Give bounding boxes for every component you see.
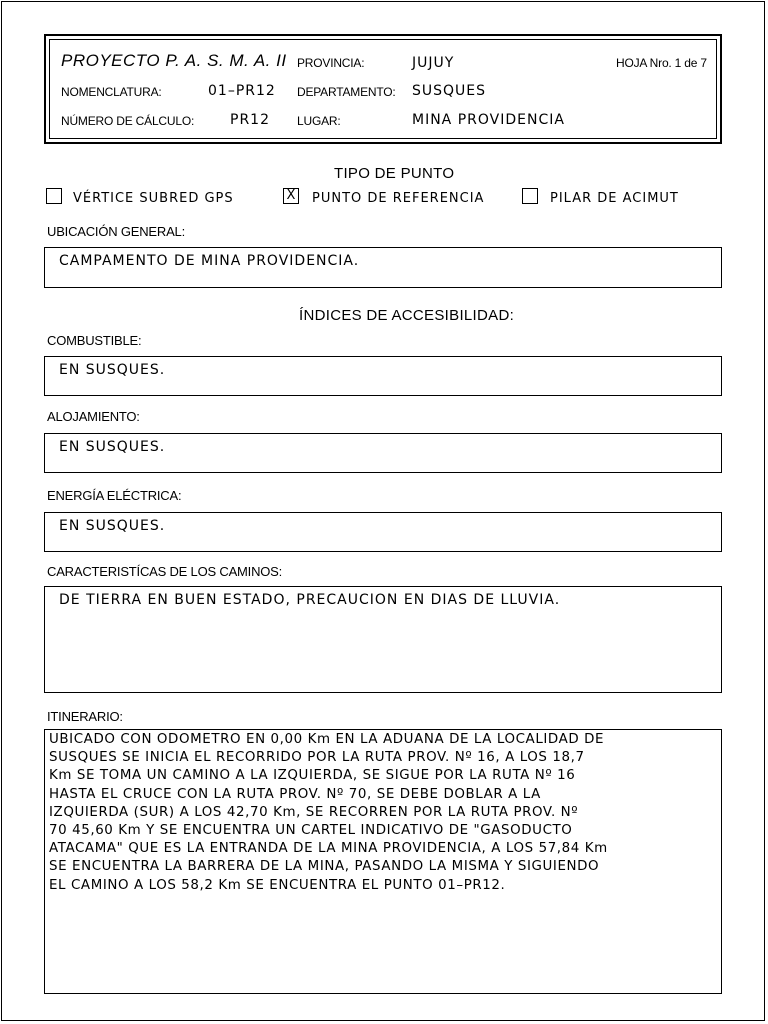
itinerario-line: Km SE TOMA UN CAMINO A LA IZQUIERDA, SE SIGUE POR LA RUTA Nº 16 xyxy=(49,768,576,784)
indices-title: ÍNDICES DE ACCESIBILIDAD: xyxy=(299,307,515,324)
alojamiento-value: EN SUSQUES. xyxy=(59,439,166,455)
itinerario-line: SE ENCUENTRA LA BARRERA DE LA MINA, PASANDO LA MISMA Y SIGUIENDO xyxy=(49,859,600,875)
caminos-value: DE TIERRA EN BUEN ESTADO, PRECAUCION EN DIAS DE LLUVIA. xyxy=(59,592,561,608)
calculo-value: PR12 xyxy=(230,112,270,128)
sheet-number: HOJA Nro. 1 de 7 xyxy=(616,56,707,70)
checkbox-vertice[interactable] xyxy=(46,188,62,204)
caminos-box xyxy=(44,586,722,693)
itinerario-line: SUSQUES SE INICIA EL RECORRIDO POR LA RUTA PROV. Nº 16, A LOS 18,7 xyxy=(49,750,585,766)
nomenclatura-label: NOMENCLATURA: xyxy=(61,85,162,99)
project-title: PROYECTO P. A. S. M. A. II xyxy=(61,51,287,70)
calculo-label: NÚMERO DE CÁLCULO: xyxy=(61,114,195,128)
itinerario-line: 70 45,60 Km Y SE ENCUENTRA UN CARTEL INDICATIVO DE "GASODUCTO xyxy=(49,823,573,839)
checkbox-vertice-label: VÉRTICE SUBRED GPS xyxy=(73,191,234,206)
combustible-box xyxy=(44,356,722,396)
checkbox-punto-referencia-label: PUNTO DE REFERENCIA xyxy=(312,191,485,206)
checkbox-pilar-acimut[interactable] xyxy=(522,188,538,204)
departamento-value: SUSQUES xyxy=(412,83,487,99)
itinerario-line: EL CAMINO A LOS 58,2 Km SE ENCUENTRA EL PUNTO 01–PR12. xyxy=(49,877,506,893)
alojamiento-box xyxy=(44,433,722,473)
provincia-value: JUJUY xyxy=(412,55,455,71)
energia-value: EN SUSQUES. xyxy=(59,518,166,534)
departamento-label: DEPARTAMENTO: xyxy=(297,85,396,99)
itinerario-line: UBICADO CON ODOMETRO EN 0,00 Km EN LA ADUANA DE LA LOCALIDAD DE xyxy=(49,732,605,747)
caminos-label: CARACTERISTÍCAS DE LOS CAMINOS: xyxy=(47,564,283,579)
itinerario-box xyxy=(44,729,722,994)
checkbox-pilar-acimut-label: PILAR DE ACIMUT xyxy=(550,191,679,206)
itinerario-line: IZQUIERDA (SUR) A LOS 42,70 Km, SE RECORREN POR LA RUTA PROV. Nº xyxy=(49,804,579,820)
ubicacion-box xyxy=(44,247,722,288)
nomenclatura-value: 01–PR12 xyxy=(208,83,276,99)
energia-label: ENERGÍA ELÉCTRICA: xyxy=(47,488,182,503)
combustible-label: COMBUSTIBLE: xyxy=(47,333,142,348)
alojamiento-label: ALOJAMIENTO: xyxy=(47,409,140,424)
itinerario-label: ITINERARIO: xyxy=(47,709,123,724)
ubicacion-label: UBICACIÓN GENERAL: xyxy=(47,224,185,239)
provincia-label: PROVINCIA: xyxy=(297,56,365,70)
combustible-value: EN SUSQUES. xyxy=(59,362,166,378)
ubicacion-value: CAMPAMENTO DE MINA PROVIDENCIA. xyxy=(59,253,360,269)
lugar-label: LUGAR: xyxy=(297,114,341,128)
lugar-value: MINA PROVIDENCIA xyxy=(412,112,565,128)
tipo-punto-title: TIPO DE PUNTO xyxy=(334,165,455,182)
itinerario-line: HASTA EL CRUCE CON LA RUTA PROV. Nº 70, SE DEBE DOBLAR A LA xyxy=(49,786,541,802)
energia-box xyxy=(44,512,722,552)
itinerario-text xyxy=(49,731,717,895)
checkbox-punto-referencia[interactable]: X xyxy=(283,188,299,204)
itinerario-line: ATACAMA" QUE ES LA ENTRANDA DE LA MINA PROVIDENCIA, A LOS 57,84 Km xyxy=(49,841,608,857)
